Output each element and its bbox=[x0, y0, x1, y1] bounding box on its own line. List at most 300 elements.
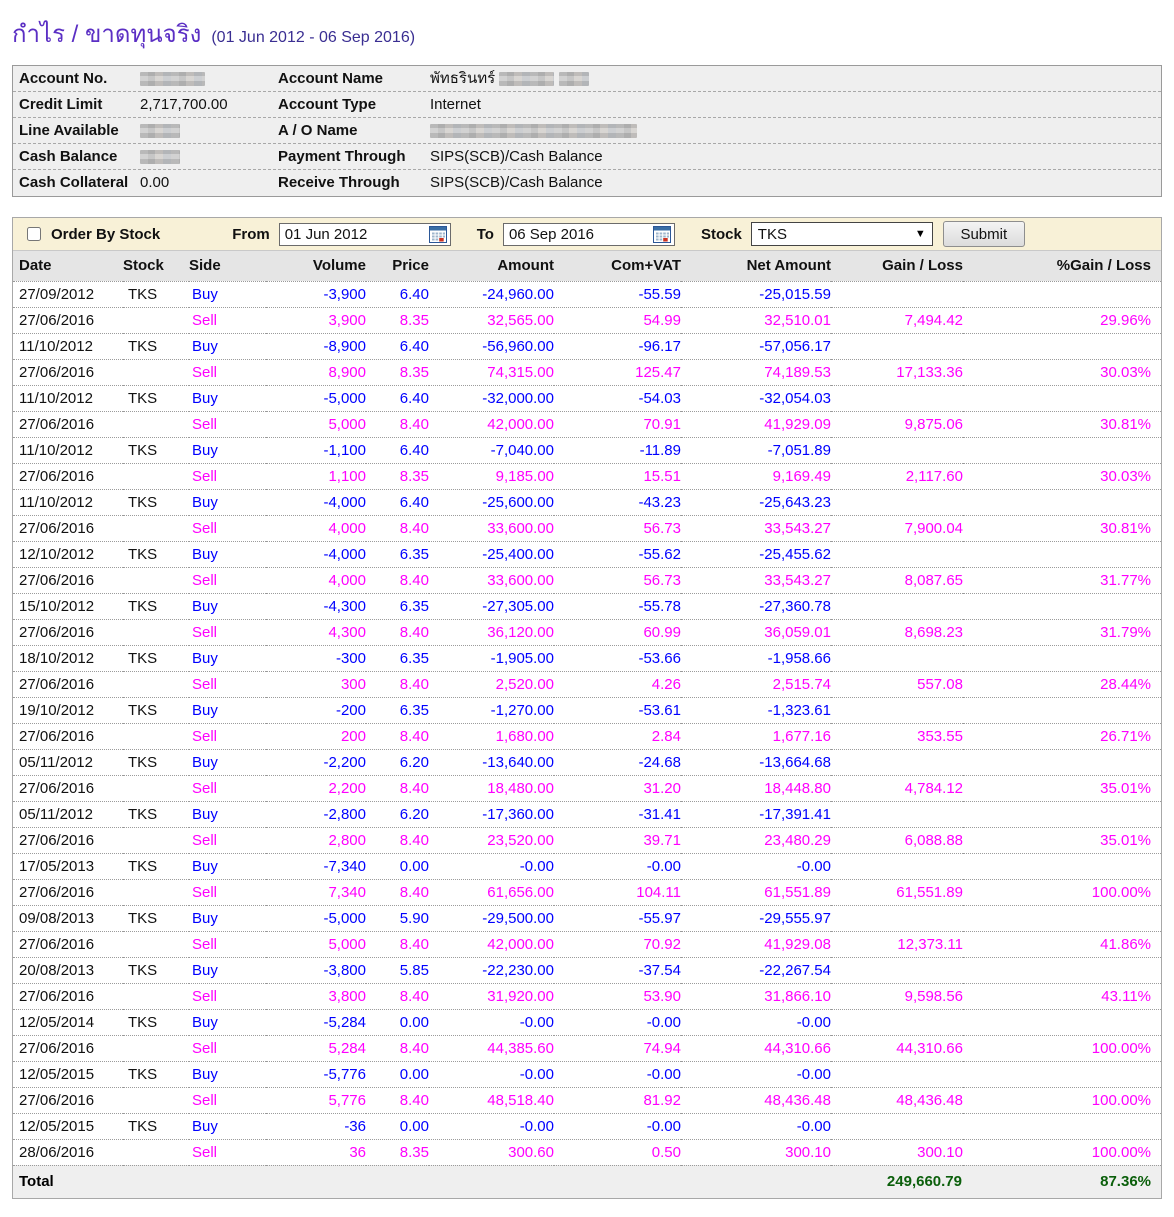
table-cell: 15/10/2012 bbox=[13, 593, 123, 619]
table-cell: 6.40 bbox=[366, 385, 429, 411]
table-cell bbox=[123, 723, 189, 749]
table-cell: Buy bbox=[189, 437, 266, 463]
table-cell: 17,133.36 bbox=[831, 359, 963, 385]
account-field-label: Account Name bbox=[278, 70, 384, 87]
table-cell bbox=[123, 307, 189, 333]
table-cell: 23,520.00 bbox=[429, 827, 554, 853]
table-row bbox=[13, 827, 1161, 853]
table-cell: 42,000.00 bbox=[429, 931, 554, 957]
table-cell: Sell bbox=[189, 411, 266, 437]
submit-button[interactable]: Submit bbox=[943, 221, 1025, 247]
table-cell bbox=[831, 801, 963, 827]
table-cell: -17,360.00 bbox=[429, 801, 554, 827]
table-cell: Sell bbox=[189, 879, 266, 905]
table-cell: 27/06/2016 bbox=[13, 983, 123, 1009]
table-cell: 0.00 bbox=[366, 853, 429, 879]
table-cell bbox=[831, 697, 963, 723]
total-gain-value: 249,660.79 bbox=[831, 1165, 963, 1198]
table-cell: -56,960.00 bbox=[429, 333, 554, 359]
table-cell: Sell bbox=[189, 827, 266, 853]
table-cell: 9,185.00 bbox=[429, 463, 554, 489]
table-cell: -0.00 bbox=[429, 1061, 554, 1087]
table-cell: 12/05/2015 bbox=[13, 1061, 123, 1087]
table-cell bbox=[123, 515, 189, 541]
table-cell: 6.40 bbox=[366, 489, 429, 515]
account-info-row bbox=[13, 66, 1161, 92]
table-cell: 6.40 bbox=[366, 333, 429, 359]
table-cell: 48,518.40 bbox=[429, 1087, 554, 1113]
table-cell: 27/06/2016 bbox=[13, 567, 123, 593]
redacted-value bbox=[559, 72, 589, 86]
account-field-label: Line Available bbox=[19, 122, 119, 139]
account-field-label: Credit Limit bbox=[19, 96, 103, 113]
table-cell bbox=[123, 775, 189, 801]
table-cell bbox=[123, 1087, 189, 1113]
table-cell: -0.00 bbox=[681, 1061, 831, 1087]
table-cell: 23,480.29 bbox=[681, 827, 831, 853]
table-cell: Sell bbox=[189, 307, 266, 333]
table-cell bbox=[123, 1139, 189, 1165]
table-cell: -57,056.17 bbox=[681, 333, 831, 359]
table-cell: -3,800 bbox=[266, 957, 366, 983]
table-cell: 36,059.01 bbox=[681, 619, 831, 645]
table-cell: 4,000 bbox=[266, 515, 366, 541]
table-cell: 33,600.00 bbox=[429, 515, 554, 541]
table-cell: 8,087.65 bbox=[831, 567, 963, 593]
table-cell: 8.40 bbox=[366, 567, 429, 593]
calendar-icon[interactable] bbox=[429, 226, 447, 243]
table-cell: 8.40 bbox=[366, 879, 429, 905]
table-cell bbox=[963, 281, 1161, 307]
table-cell: 39.71 bbox=[554, 827, 681, 853]
table-cell bbox=[831, 853, 963, 879]
table-cell: 56.73 bbox=[554, 515, 681, 541]
header-row bbox=[13, 251, 1161, 281]
table-row bbox=[13, 1035, 1161, 1061]
table-cell: 12/10/2012 bbox=[13, 541, 123, 567]
table-cell: 9,875.06 bbox=[831, 411, 963, 437]
table-cell: -13,640.00 bbox=[429, 749, 554, 775]
table-cell: -300 bbox=[266, 645, 366, 671]
table-row bbox=[13, 385, 1161, 411]
table-cell: 27/06/2016 bbox=[13, 463, 123, 489]
table-cell: 11/10/2012 bbox=[13, 489, 123, 515]
page-date-range: (01 Jun 2012 - 06 Sep 2016) bbox=[211, 29, 416, 46]
table-cell: 42,000.00 bbox=[429, 411, 554, 437]
table-row bbox=[13, 1113, 1161, 1139]
table-row bbox=[13, 697, 1161, 723]
trade-table-body bbox=[13, 281, 1161, 1165]
table-cell: TKS bbox=[123, 489, 189, 515]
table-cell: -0.00 bbox=[429, 1009, 554, 1035]
table-cell bbox=[831, 1009, 963, 1035]
table-row bbox=[13, 307, 1161, 333]
table-cell: 7,494.42 bbox=[831, 307, 963, 333]
table-cell: -0.00 bbox=[681, 853, 831, 879]
table-cell: -25,455.62 bbox=[681, 541, 831, 567]
table-cell: -7,040.00 bbox=[429, 437, 554, 463]
table-cell: 2,117.60 bbox=[831, 463, 963, 489]
table-cell bbox=[963, 697, 1161, 723]
table-cell: TKS bbox=[123, 853, 189, 879]
table-cell: Sell bbox=[189, 359, 266, 385]
account-field-value: 0.00 bbox=[140, 174, 170, 191]
table-cell: 74,189.53 bbox=[681, 359, 831, 385]
account-info-row bbox=[13, 144, 1161, 170]
table-cell bbox=[831, 645, 963, 671]
table-cell: TKS bbox=[123, 1009, 189, 1035]
table-cell: -53.61 bbox=[554, 697, 681, 723]
table-cell bbox=[963, 489, 1161, 515]
table-cell: 300.60 bbox=[429, 1139, 554, 1165]
table-cell: 27/06/2016 bbox=[13, 671, 123, 697]
table-cell: Buy bbox=[189, 333, 266, 359]
table-cell: -29,500.00 bbox=[429, 905, 554, 931]
table-row bbox=[13, 671, 1161, 697]
table-cell: 35.01% bbox=[963, 775, 1161, 801]
table-cell: 74,315.00 bbox=[429, 359, 554, 385]
table-cell: -7,340 bbox=[266, 853, 366, 879]
from-date-box bbox=[279, 223, 451, 246]
table-cell: 7,340 bbox=[266, 879, 366, 905]
table-cell: 19/10/2012 bbox=[13, 697, 123, 723]
table-cell: 2,520.00 bbox=[429, 671, 554, 697]
table-cell: 6.20 bbox=[366, 749, 429, 775]
report-container bbox=[12, 217, 1162, 1199]
table-cell: 2,515.74 bbox=[681, 671, 831, 697]
table-cell: 27/06/2016 bbox=[13, 619, 123, 645]
table-row bbox=[13, 593, 1161, 619]
table-cell: -17,391.41 bbox=[681, 801, 831, 827]
table-cell bbox=[963, 853, 1161, 879]
table-cell bbox=[831, 385, 963, 411]
redacted-value bbox=[140, 124, 180, 138]
table-cell: 8.40 bbox=[366, 723, 429, 749]
stock-label: Stock bbox=[700, 225, 742, 243]
table-cell: -0.00 bbox=[554, 1061, 681, 1087]
table-cell bbox=[963, 905, 1161, 931]
table-cell: 5,776 bbox=[266, 1087, 366, 1113]
table-cell bbox=[123, 671, 189, 697]
table-cell: 6.40 bbox=[366, 281, 429, 307]
table-cell: 8,900 bbox=[266, 359, 366, 385]
table-row bbox=[13, 983, 1161, 1009]
table-cell: 27/06/2016 bbox=[13, 411, 123, 437]
table-cell: -4,300 bbox=[266, 593, 366, 619]
table-cell: 30.03% bbox=[963, 463, 1161, 489]
redacted-value bbox=[430, 124, 637, 138]
table-cell: -25,643.23 bbox=[681, 489, 831, 515]
table-cell: TKS bbox=[123, 1061, 189, 1087]
table-cell: 9,598.56 bbox=[831, 983, 963, 1009]
table-cell: 27/06/2016 bbox=[13, 775, 123, 801]
table-cell bbox=[831, 905, 963, 931]
account-field-value: SIPS(SCB)/Cash Balance bbox=[430, 148, 603, 165]
table-cell: TKS bbox=[123, 437, 189, 463]
table-cell: -25,600.00 bbox=[429, 489, 554, 515]
table-cell bbox=[963, 1113, 1161, 1139]
table-cell: Buy bbox=[189, 853, 266, 879]
table-cell: -27,360.78 bbox=[681, 593, 831, 619]
redacted-value bbox=[140, 72, 205, 86]
table-cell: -5,776 bbox=[266, 1061, 366, 1087]
account-info-row bbox=[13, 118, 1161, 144]
table-cell bbox=[963, 749, 1161, 775]
table-cell: -0.00 bbox=[681, 1113, 831, 1139]
table-row bbox=[13, 775, 1161, 801]
table-cell: Sell bbox=[189, 515, 266, 541]
order-by-stock-checkbox[interactable] bbox=[27, 227, 41, 241]
account-field-label: A / O Name bbox=[278, 122, 358, 139]
table-row bbox=[13, 1061, 1161, 1087]
table-cell: 74.94 bbox=[554, 1035, 681, 1061]
table-cell: 44,385.60 bbox=[429, 1035, 554, 1061]
to-date-input[interactable] bbox=[503, 223, 675, 246]
table-cell: TKS bbox=[123, 645, 189, 671]
table-cell: -55.97 bbox=[554, 905, 681, 931]
table-cell: Buy bbox=[189, 645, 266, 671]
table-cell: 15.51 bbox=[554, 463, 681, 489]
table-cell: TKS bbox=[123, 957, 189, 983]
table-row bbox=[13, 853, 1161, 879]
account-info-body bbox=[13, 66, 1161, 196]
table-cell: 0.00 bbox=[366, 1113, 429, 1139]
table-cell: Sell bbox=[189, 931, 266, 957]
table-cell: -3,900 bbox=[266, 281, 366, 307]
account-field-label: Cash Balance bbox=[19, 148, 118, 165]
table-cell: 05/11/2012 bbox=[13, 749, 123, 775]
table-cell: 54.99 bbox=[554, 307, 681, 333]
table-cell: 3,800 bbox=[266, 983, 366, 1009]
table-cell: 29.96% bbox=[963, 307, 1161, 333]
table-cell: 8.35 bbox=[366, 359, 429, 385]
table-cell bbox=[831, 437, 963, 463]
table-cell: -22,267.54 bbox=[681, 957, 831, 983]
table-cell: 300.10 bbox=[831, 1139, 963, 1165]
table-cell: 41,929.08 bbox=[681, 931, 831, 957]
column-header: Side bbox=[189, 251, 266, 281]
table-cell: Buy bbox=[189, 749, 266, 775]
table-cell bbox=[831, 749, 963, 775]
table-cell bbox=[123, 567, 189, 593]
stock-select[interactable] bbox=[751, 222, 933, 246]
table-cell: 6,088.88 bbox=[831, 827, 963, 853]
from-date-input[interactable] bbox=[279, 223, 451, 246]
table-cell: -27,305.00 bbox=[429, 593, 554, 619]
table-cell: 36,120.00 bbox=[429, 619, 554, 645]
table-cell: 31,866.10 bbox=[681, 983, 831, 1009]
table-cell: 28.44% bbox=[963, 671, 1161, 697]
table-row bbox=[13, 749, 1161, 775]
table-row bbox=[13, 905, 1161, 931]
table-cell: -36 bbox=[266, 1113, 366, 1139]
table-row bbox=[13, 463, 1161, 489]
table-cell: 1,677.16 bbox=[681, 723, 831, 749]
page-header bbox=[12, 14, 1162, 53]
column-header: Stock bbox=[123, 251, 189, 281]
table-cell: TKS bbox=[123, 541, 189, 567]
table-cell: -1,905.00 bbox=[429, 645, 554, 671]
table-cell: -25,400.00 bbox=[429, 541, 554, 567]
table-cell bbox=[963, 957, 1161, 983]
table-cell: 100.00% bbox=[963, 879, 1161, 905]
table-cell: 5,000 bbox=[266, 931, 366, 957]
table-cell bbox=[831, 1061, 963, 1087]
table-cell: 30.03% bbox=[963, 359, 1161, 385]
table-row bbox=[13, 333, 1161, 359]
table-cell bbox=[123, 463, 189, 489]
table-cell: 36 bbox=[266, 1139, 366, 1165]
table-cell bbox=[123, 1035, 189, 1061]
table-cell: 9,169.49 bbox=[681, 463, 831, 489]
table-cell: 4,300 bbox=[266, 619, 366, 645]
account-field-value: 2,717,700.00 bbox=[140, 96, 228, 113]
table-cell: -5,284 bbox=[266, 1009, 366, 1035]
table-cell: TKS bbox=[123, 749, 189, 775]
table-cell: -8,900 bbox=[266, 333, 366, 359]
table-cell: 2,800 bbox=[266, 827, 366, 853]
table-cell: -7,051.89 bbox=[681, 437, 831, 463]
table-cell: 56.73 bbox=[554, 567, 681, 593]
table-cell: 81.92 bbox=[554, 1087, 681, 1113]
calendar-icon[interactable] bbox=[653, 226, 671, 243]
table-cell: Buy bbox=[189, 541, 266, 567]
table-row bbox=[13, 619, 1161, 645]
table-cell bbox=[123, 827, 189, 853]
table-cell: 18,480.00 bbox=[429, 775, 554, 801]
table-cell bbox=[831, 593, 963, 619]
table-row bbox=[13, 567, 1161, 593]
table-cell: 8.35 bbox=[366, 463, 429, 489]
account-field-label: Account Type bbox=[278, 96, 377, 113]
account-field-value bbox=[140, 118, 278, 143]
table-row bbox=[13, 957, 1161, 983]
to-date-box bbox=[503, 223, 675, 246]
table-cell: 33,543.27 bbox=[681, 567, 831, 593]
table-cell bbox=[963, 645, 1161, 671]
table-cell bbox=[963, 385, 1161, 411]
table-cell bbox=[123, 619, 189, 645]
table-cell: -200 bbox=[266, 697, 366, 723]
table-cell: Sell bbox=[189, 723, 266, 749]
table-cell: 8.40 bbox=[366, 775, 429, 801]
table-cell: 26.71% bbox=[963, 723, 1161, 749]
table-cell: -55.59 bbox=[554, 281, 681, 307]
table-cell: -4,000 bbox=[266, 541, 366, 567]
table-cell: 11/10/2012 bbox=[13, 333, 123, 359]
table-cell: 33,600.00 bbox=[429, 567, 554, 593]
table-cell: 8.40 bbox=[366, 619, 429, 645]
table-cell: 48,436.48 bbox=[831, 1087, 963, 1113]
table-cell: -0.00 bbox=[681, 1009, 831, 1035]
table-cell: Sell bbox=[189, 983, 266, 1009]
table-cell: 27/06/2016 bbox=[13, 515, 123, 541]
table-cell: 43.11% bbox=[963, 983, 1161, 1009]
table-cell: 8.40 bbox=[366, 671, 429, 697]
table-cell: 2.84 bbox=[554, 723, 681, 749]
table-cell: 27/06/2016 bbox=[13, 723, 123, 749]
table-cell: 44,310.66 bbox=[831, 1035, 963, 1061]
table-cell: -2,200 bbox=[266, 749, 366, 775]
total-row bbox=[13, 1165, 1161, 1198]
table-row bbox=[13, 515, 1161, 541]
table-cell bbox=[963, 801, 1161, 827]
table-cell: -96.17 bbox=[554, 333, 681, 359]
table-cell: 300.10 bbox=[681, 1139, 831, 1165]
table-cell: 32,510.01 bbox=[681, 307, 831, 333]
table-cell: 60.99 bbox=[554, 619, 681, 645]
table-cell: -0.00 bbox=[554, 1113, 681, 1139]
column-header: %Gain / Loss bbox=[963, 251, 1161, 281]
table-cell: Sell bbox=[189, 463, 266, 489]
table-cell: -5,000 bbox=[266, 385, 366, 411]
table-cell: -32,000.00 bbox=[429, 385, 554, 411]
table-cell: -54.03 bbox=[554, 385, 681, 411]
table-cell: 8.40 bbox=[366, 1087, 429, 1113]
table-cell: -25,015.59 bbox=[681, 281, 831, 307]
from-label: From bbox=[232, 225, 270, 243]
table-cell: -0.00 bbox=[429, 853, 554, 879]
table-cell bbox=[963, 541, 1161, 567]
table-cell: Buy bbox=[189, 385, 266, 411]
table-cell: 100.00% bbox=[963, 1035, 1161, 1061]
table-cell: 35.01% bbox=[963, 827, 1161, 853]
table-row bbox=[13, 489, 1161, 515]
table-cell: 28/06/2016 bbox=[13, 1139, 123, 1165]
account-field-value: SIPS(SCB)/Cash Balance bbox=[430, 174, 603, 191]
table-cell: 0.00 bbox=[366, 1061, 429, 1087]
account-field-label: Receive Through bbox=[278, 174, 400, 191]
table-cell: -1,100 bbox=[266, 437, 366, 463]
trade-table bbox=[13, 251, 1161, 1198]
table-cell: 18,448.80 bbox=[681, 775, 831, 801]
account-field-value bbox=[140, 144, 278, 169]
table-cell: 200 bbox=[266, 723, 366, 749]
table-cell: TKS bbox=[123, 697, 189, 723]
table-cell: 300 bbox=[266, 671, 366, 697]
table-cell: 70.91 bbox=[554, 411, 681, 437]
table-cell: Sell bbox=[189, 1139, 266, 1165]
table-cell: 61,656.00 bbox=[429, 879, 554, 905]
table-cell: 12,373.11 bbox=[831, 931, 963, 957]
table-cell: 8.35 bbox=[366, 1139, 429, 1165]
table-row bbox=[13, 879, 1161, 905]
table-cell: -13,664.68 bbox=[681, 749, 831, 775]
table-cell: Buy bbox=[189, 1009, 266, 1035]
table-cell: TKS bbox=[123, 281, 189, 307]
chevron-down-icon: ▼ bbox=[914, 228, 926, 240]
table-cell: 20/08/2013 bbox=[13, 957, 123, 983]
table-cell: Sell bbox=[189, 1035, 266, 1061]
table-cell: 4,000 bbox=[266, 567, 366, 593]
table-cell: 27/06/2016 bbox=[13, 931, 123, 957]
table-cell bbox=[963, 437, 1161, 463]
table-cell: -37.54 bbox=[554, 957, 681, 983]
account-field-value bbox=[140, 66, 278, 91]
table-cell: 4.26 bbox=[554, 671, 681, 697]
table-cell: -53.66 bbox=[554, 645, 681, 671]
table-cell: -4,000 bbox=[266, 489, 366, 515]
table-cell: -24.68 bbox=[554, 749, 681, 775]
table-cell: 27/06/2016 bbox=[13, 1035, 123, 1061]
table-cell: 6.35 bbox=[366, 697, 429, 723]
table-cell: 11/10/2012 bbox=[13, 437, 123, 463]
table-cell: Buy bbox=[189, 957, 266, 983]
table-cell: 61,551.89 bbox=[831, 879, 963, 905]
table-cell: 8.40 bbox=[366, 411, 429, 437]
table-cell: 4,784.12 bbox=[831, 775, 963, 801]
table-cell: 6.35 bbox=[366, 593, 429, 619]
